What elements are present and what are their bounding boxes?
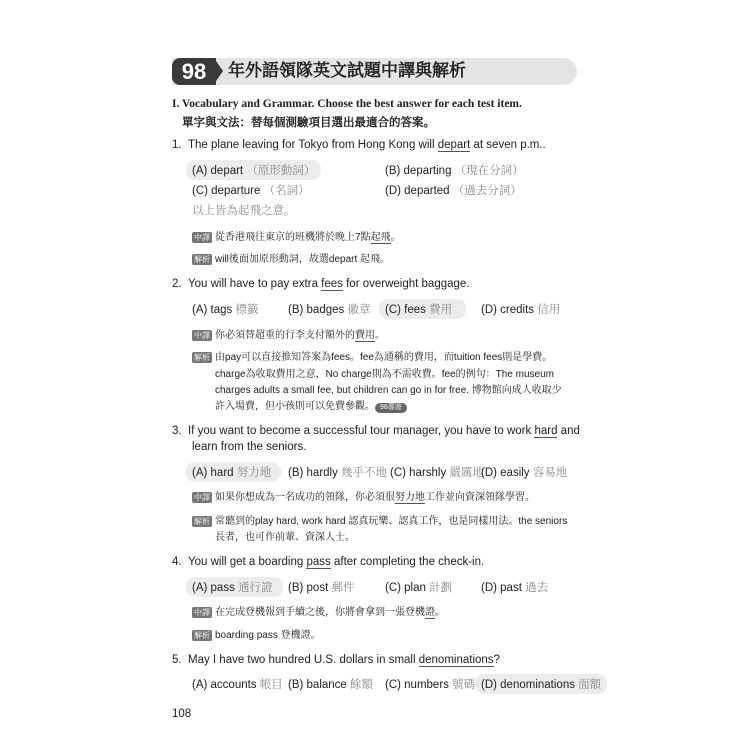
arrow-icon bbox=[214, 58, 223, 84]
translation: 中譯 從香港飛往東京的班機將於晚上7點起飛。 bbox=[194, 232, 401, 243]
analysis-line: charge為收取費用之意，No charge則為不需收費。fee的例句：The museum bbox=[215, 369, 554, 380]
question-number: 1. bbox=[172, 139, 182, 151]
translation: 中譯 在完成登機報到手續之後，你將會拿到一張登機證。 bbox=[194, 607, 445, 618]
analysis: 解析 boarding pass 登機證。 bbox=[194, 630, 321, 641]
option-c: (C) departure （名詞） bbox=[192, 185, 310, 197]
question-3-line2: learn from the seniors. bbox=[192, 441, 307, 453]
question-5: 5. May I have two hundred U.S. dollars in small denominations? bbox=[172, 654, 500, 666]
analysis-line: 許入場費，但小孩則可以免費參觀。 98導遊 bbox=[215, 397, 407, 413]
question-4: 4. You will get a boarding pass after completing the check-in. bbox=[172, 556, 485, 568]
option-a: (A) tags 標籤 bbox=[192, 304, 259, 316]
option-a: (A) pass 通行證 bbox=[186, 577, 283, 597]
analysis: 解析 由pay可以直接推知答案為fees。fee為通稱的費用，而tuition fees則是學費。 bbox=[194, 352, 553, 363]
question-1 bbox=[172, 139, 546, 151]
q-text: The plane leaving for Tokyo from Hong Kong will bbox=[187, 139, 438, 151]
option-a: (A) accounts 帳目 bbox=[192, 679, 283, 691]
page-number: 108 bbox=[172, 708, 192, 720]
analysis: 解析 will後面加原形動詞，故選depart 起飛。 bbox=[194, 254, 391, 265]
analysis-line: 長者，也可作前輩、資深人士。 bbox=[215, 532, 355, 543]
translation: 中譯 你必須替超重的行李支付額外的費用。 bbox=[194, 330, 385, 341]
option-d: (D) past 過去 bbox=[481, 582, 549, 594]
option-a: (A) depart （原形動詞） bbox=[186, 160, 321, 180]
note: 以上皆為起飛之意。 bbox=[192, 205, 296, 217]
page-title: 年外語領隊英文試題中譯與解析 bbox=[228, 61, 466, 81]
analysis-line: charges adults a small fee, but children can go in for free. 博物館向成人收取少 bbox=[215, 385, 562, 396]
question-2: 2. You will have to pay extra fees for overweight baggage. bbox=[172, 278, 470, 290]
option-b: (B) departing （現在分詞） bbox=[385, 165, 524, 177]
section-title-zh: 單字與文法：替每個測驗項目選出最適合的答案。 bbox=[182, 117, 435, 129]
analysis: 解析 常聽到的play hard, work hard 認真玩樂、認真工作，也是同樣用法。the seniors bbox=[194, 516, 568, 527]
translation: 中譯 如果你想成為一名成功的領隊，你必須很努力地工作並向資深領隊學習。 bbox=[194, 492, 535, 503]
option-d: (D) departed （過去分詞） bbox=[385, 185, 522, 197]
option-b: (B) post 郵件 bbox=[288, 582, 355, 594]
option-d: (D) denominations 面額 bbox=[475, 674, 607, 694]
q-key: depart bbox=[437, 139, 471, 151]
option-c: (C) fees 費用 bbox=[379, 299, 466, 319]
q-text: at seven p.m.. bbox=[470, 139, 546, 151]
option-c: (C) numbers 號碼 bbox=[385, 679, 476, 691]
question-3: 3. If you want to become a successful tour manager, you have to work hard and bbox=[172, 425, 580, 437]
option-b: (B) badges 徽章 bbox=[288, 304, 371, 316]
year-badge: 98 bbox=[172, 58, 216, 85]
source-badge: 98導遊 bbox=[375, 403, 407, 413]
option-b: (B) balance 餘額 bbox=[288, 679, 374, 691]
option-b: (B) hardly 幾乎不地 bbox=[288, 467, 388, 479]
option-d: (D) credits 信用 bbox=[481, 304, 561, 316]
section-title: I. Vocabulary and Grammar. Choose the best answer for each test item. bbox=[172, 98, 522, 110]
option-c: (C) harshly 嚴厲地 bbox=[390, 467, 484, 479]
option-d: (D) easily 容易地 bbox=[481, 467, 568, 479]
option-a: (A) hard 努力地 bbox=[186, 462, 281, 482]
option-c: (C) plan 計劃 bbox=[385, 582, 453, 594]
